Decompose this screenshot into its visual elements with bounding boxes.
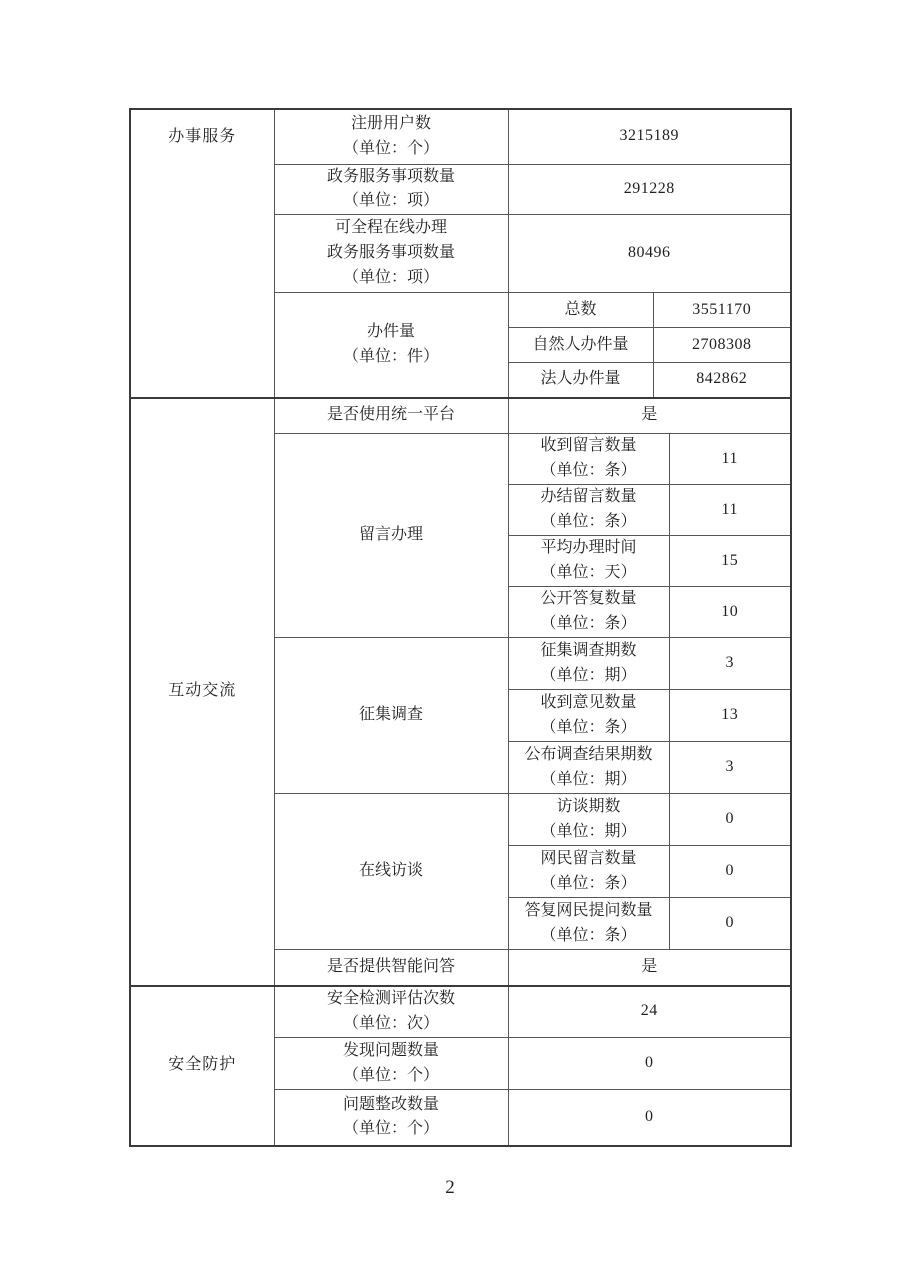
item-unit: （单位：次） [342,1014,439,1032]
group-cell-banshi-fuwu: 办事服务 [130,109,274,398]
sub-item-unit: （单位：条） [540,513,637,531]
item-value: 0 [508,1038,791,1090]
item-label: 政务服务事项数量 [326,244,455,262]
sub-item-unit: （单位：期） [540,666,637,684]
sub-item-label-cell [508,794,669,846]
item-value: 291228 [508,164,791,215]
page-number: 2 [445,1177,455,1198]
subgroup-label-cell-zaixian-fangtan: 在线访谈 [274,794,508,950]
item-value: 是 [508,398,791,434]
sub-item-value: 11 [669,434,791,485]
sub-item-label-cell [508,587,669,638]
report-table [129,108,792,1147]
subgroup-label: 办件量 [366,323,415,341]
sub-item-label: 收到留言数量 [540,437,637,455]
subgroup-unit: （单位：件） [342,347,439,365]
sub-item-label-cell [508,434,669,485]
sub-item-value: 3 [669,638,791,690]
sub-item-label: 征集调查期数 [540,641,637,659]
sub-item-value: 842862 [653,363,791,398]
group-cell-anquan-fanghu: 安全防护 [130,986,274,1146]
sub-item-label: 访谈期数 [556,797,621,815]
sub-item-label: 答复网民提问数量 [524,901,653,919]
item-label: 政务服务事项数量 [326,167,455,185]
item-label: 注册用户数 [350,114,431,132]
sub-item-label-cell [508,846,669,898]
sub-item-label: 总数 [508,293,653,328]
sub-item-label-cell [508,742,669,794]
sub-item-unit: （单位：期） [540,822,637,840]
item-unit: （单位：个） [342,1120,439,1138]
sub-item-label-cell [508,898,669,950]
sub-item-value: 0 [669,794,791,846]
sub-item-value: 0 [669,846,791,898]
item-unit: （单位：项） [342,192,439,210]
item-unit: （单位：项） [342,268,439,286]
item-label-cell [274,164,508,215]
item-label-cell [274,1038,508,1090]
sub-item-value: 2708308 [653,328,791,363]
sub-item-unit: （单位：条） [540,462,637,480]
item-label-cell [274,109,508,164]
sub-item-value: 13 [669,690,791,742]
sub-item-label-cell [508,638,669,690]
item-unit: （单位：个） [342,139,439,157]
sub-item-unit: （单位：条） [540,926,637,944]
subgroup-label-cell-banjianliang [274,293,508,398]
sub-item-unit: （单位：条） [540,874,637,892]
subgroup-label-cell-zhengji-diaocha: 征集调查 [274,638,508,794]
sub-item-label: 收到意见数量 [540,693,637,711]
sub-item-value: 15 [669,536,791,587]
sub-item-label-cell [508,485,669,536]
item-label: 问题整改数量 [342,1095,439,1113]
sub-item-label: 网民留言数量 [540,849,637,867]
sub-item-label: 法人办件量 [508,363,653,398]
item-value: 是 [508,950,791,986]
item-label-cell [274,1090,508,1146]
item-value: 3215189 [508,109,791,164]
sub-item-unit: （单位：天） [540,564,637,582]
item-unit: （单位：个） [342,1066,439,1084]
sub-item-label: 公开答复数量 [540,590,637,608]
sub-item-unit: （单位：条） [540,718,637,736]
sub-item-unit: （单位：条） [540,615,637,633]
item-value: 24 [508,986,791,1038]
sub-item-value: 3551170 [653,293,791,328]
sub-item-label: 公布调查结果期数 [524,745,653,763]
group-cell-hudong-jiaoliu: 互动交流 [130,398,274,986]
item-label: 可全程在线办理 [334,219,447,237]
item-label-cell [274,215,508,293]
item-label: 安全检测评估次数 [326,990,455,1008]
sub-item-value: 10 [669,587,791,638]
sub-item-label: 办结留言数量 [540,488,637,506]
sub-item-unit: （单位：期） [540,770,637,788]
sub-item-value: 3 [669,742,791,794]
item-label-cell: 是否使用统一平台 [274,398,508,434]
item-value: 80496 [508,215,791,293]
sub-item-label: 平均办理时间 [540,539,637,557]
item-value: 0 [508,1090,791,1146]
item-label: 发现问题数量 [342,1041,439,1059]
sub-item-label-cell [508,536,669,587]
sub-item-value: 0 [669,898,791,950]
sub-item-label: 自然人办件量 [508,328,653,363]
item-label-cell [274,986,508,1038]
sub-item-label-cell [508,690,669,742]
item-label-cell: 是否提供智能问答 [274,950,508,986]
sub-item-value: 11 [669,485,791,536]
subgroup-label-cell-liuyan-banli: 留言办理 [274,434,508,638]
